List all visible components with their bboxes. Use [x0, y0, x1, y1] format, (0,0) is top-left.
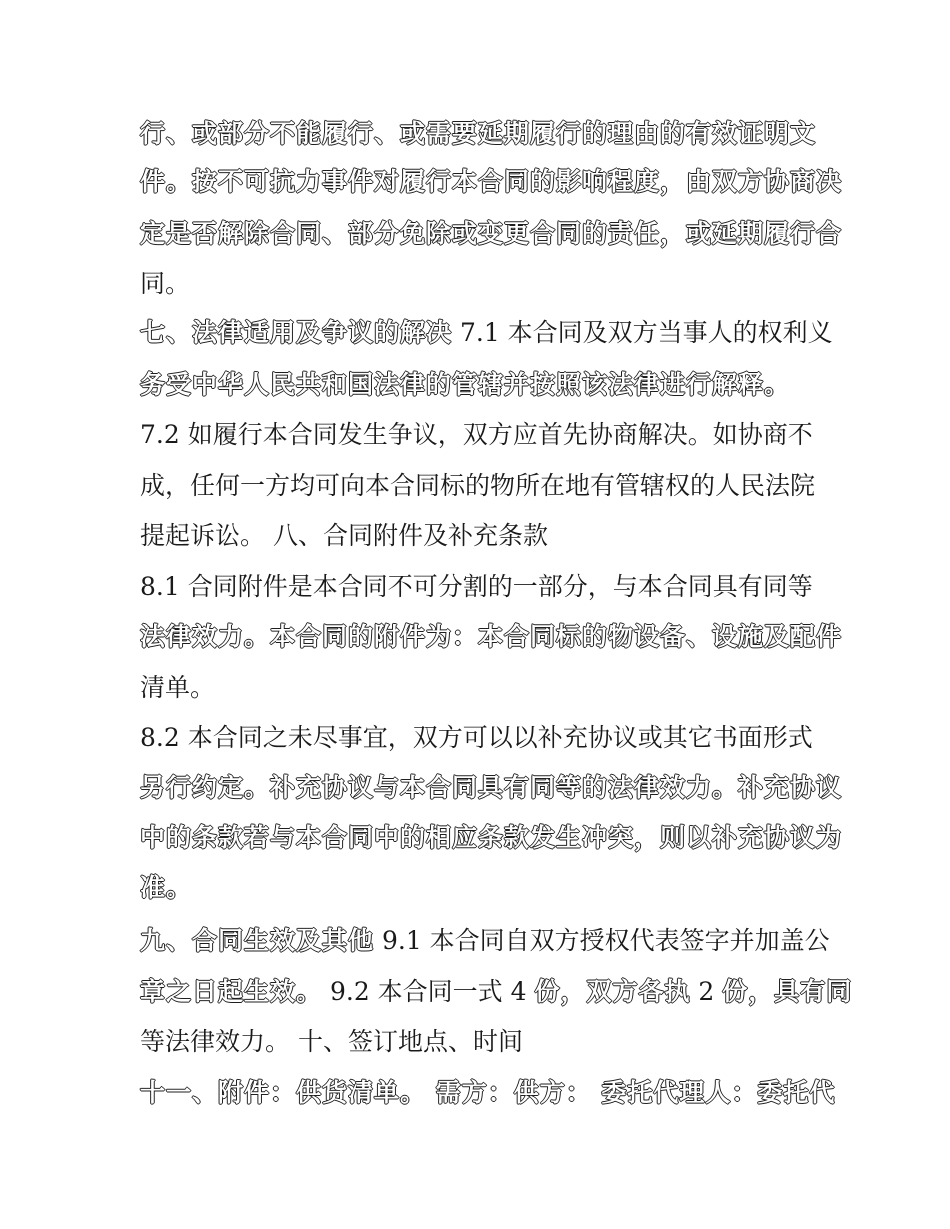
text-segment: 7.2 如履行本合同发生争议，双方应首先协商解决。如协商不 [140, 420, 813, 449]
text-line [140, 214, 843, 254]
text-line [140, 415, 820, 455]
text-line [140, 972, 853, 1012]
text-segment: 清单。 [140, 673, 216, 702]
text-line [140, 466, 820, 506]
text-line [140, 668, 820, 708]
text-line [140, 617, 843, 657]
text-segment: 等法律效力。 十、签订地点、时间 [140, 1027, 523, 1056]
text-line [140, 114, 820, 154]
text-segment: 提起诉讼。 八、合同附件及补充条款 [140, 521, 548, 550]
text-segment: 8.1 合同附件是本合同不可分割的一部分，与本合同具有同等 [140, 572, 813, 601]
text-segment: 准。 [140, 873, 193, 902]
text-segment: 8.2 本合同之未尽事宜，双方可以以补充协议或其它书面形式 [140, 723, 813, 752]
text-segment: 十一、附件：供货清单。 需方：供方： 委托代理人：委托代 [140, 1078, 836, 1107]
text-segment: 章之日起生效。 [140, 977, 323, 1006]
text-line [140, 567, 820, 607]
text-segment: 9.2 本合同一式 4 [322, 977, 535, 1006]
text-line [140, 313, 833, 353]
text-line [140, 1022, 820, 1062]
text-segment: 份，具有同 [722, 977, 853, 1006]
text-segment: 法律效力。本合同的附件为：本合同标的物设备、设施及配件 [140, 622, 843, 651]
text-line [140, 818, 843, 858]
text-segment: 成，任何一方均可向本合同标的物所在地有管辖权的人民法院 [140, 471, 816, 500]
text-segment: 2 [690, 977, 723, 1006]
text-line [140, 365, 820, 405]
text-segment: 行、或部分不能履行、或需要延期履行的理由的有效证明文 [140, 119, 817, 148]
text-segment: 七、法律适用及争议的解决 [140, 318, 453, 347]
text-segment: 7.1 本合同及双方当事人的权利义 [452, 318, 833, 347]
text-line [140, 264, 820, 304]
text-segment: 九、合同生效及其他 [140, 926, 375, 955]
text-segment: 份，双方各执 [534, 977, 691, 1006]
text-line [140, 162, 843, 202]
text-segment: 件。按不可抗力事件对履行本合同的影响程度，由双方协商决 [140, 167, 843, 196]
text-segment: 中的条款若与本合同中的相应条款发生冲突，则以补充协议为 [140, 823, 843, 852]
text-line [140, 1073, 836, 1113]
text-line [140, 921, 830, 961]
text-segment: 9.1 本合同自双方授权代表签字并加盖公 [374, 926, 830, 955]
text-line [140, 868, 820, 908]
text-segment: 定是否解除合同、部分免除或变更合同的责任，或延期履行合 [140, 219, 843, 248]
text-line [140, 516, 820, 556]
text-segment: 务受中华人民共和国法律的管辖并按照该法律进行解释。 [140, 370, 791, 399]
text-line [140, 768, 843, 808]
text-line [140, 718, 820, 758]
text-segment: 另行约定。补充协议与本合同具有同等的法律效力。补充协议 [140, 773, 843, 802]
text-segment: 同。 [140, 269, 191, 298]
